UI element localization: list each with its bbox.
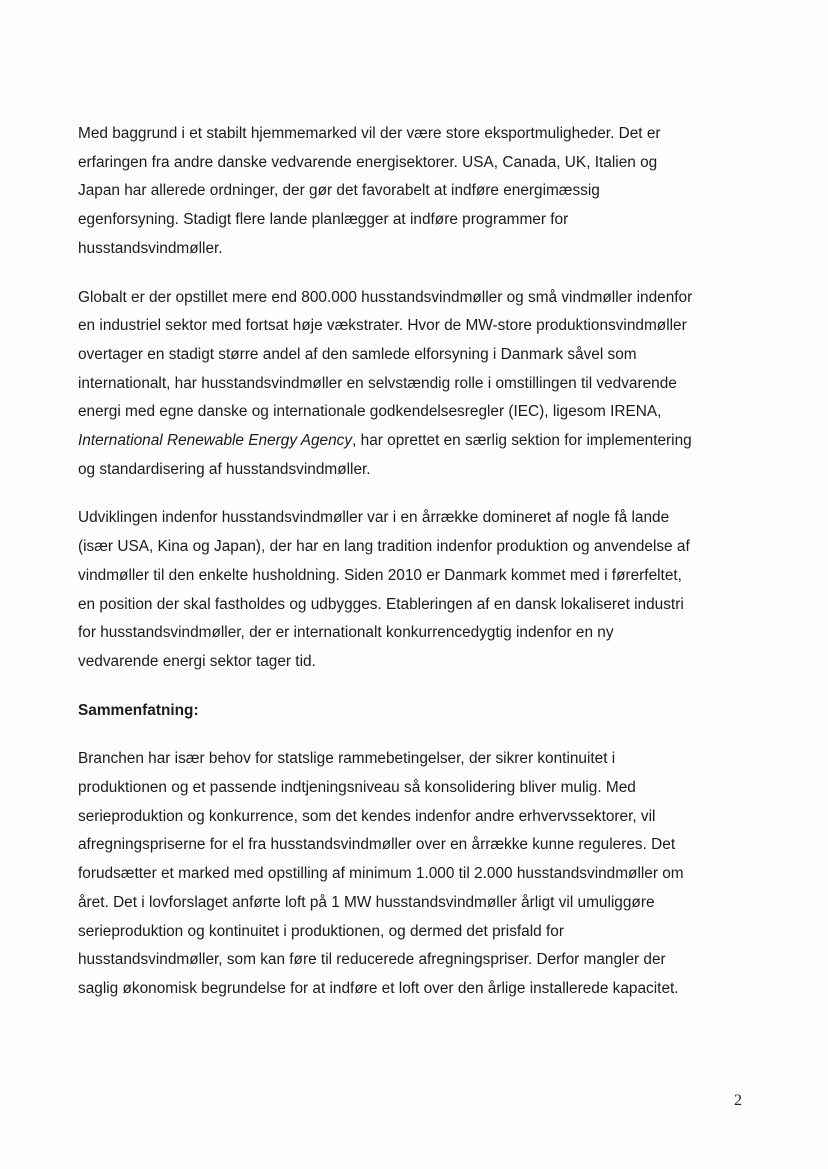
text-line: overtager en stadigt større andel af den samlede elforsyning i Danmark såvel som bbox=[78, 345, 637, 363]
text-line: en industriel sektor med fortsat høje vækstrater. Hvor de MW-store produktionsvindmøller bbox=[78, 317, 687, 335]
text-line: produktionen og et passende indtjeningsniveau så konsolidering bliver mulig. Med bbox=[78, 779, 636, 797]
text-line: vedvarende energi sektor tager tid. bbox=[78, 652, 316, 670]
paragraph-development bbox=[78, 504, 758, 676]
paragraph-global bbox=[78, 284, 758, 485]
paragraph-export bbox=[78, 120, 758, 264]
text-line: serieproduktion og konkurrence, som det kendes indenfor andre erhvervssektorer, vil bbox=[78, 807, 656, 825]
document-body bbox=[78, 120, 758, 1024]
text-line: erfaringen fra andre danske vedvarende energisektorer. USA, Canada, UK, Italien og bbox=[78, 153, 658, 171]
text-line: Med baggrund i et stabilt hjemmemarked vil der være store eksportmuligheder. Det er bbox=[78, 125, 661, 142]
text-line: energi med egne danske og internationale godkendelsesregler (IEC), ligesom IRENA, bbox=[78, 403, 662, 421]
page-number: 2 bbox=[734, 1092, 742, 1109]
text-line: Japan har allerede ordninger, der gør det favorabelt at indføre energimæssig bbox=[78, 182, 600, 200]
text-line: saglig økonomisk begrundelse for at indføre et loft over den årlige installerede kapacitet. bbox=[78, 979, 679, 997]
text-line: en position der skal fastholdes og udbygges. Etableringen af en dansk lokaliseret industri bbox=[78, 595, 684, 613]
text-line: serieproduktion og kontinuitet i produktionen, og dermed det prisfald for bbox=[78, 922, 564, 940]
text-line: forudsætter et marked med opstilling af minimum 1.000 til 2.000 husstandsvindmøller om bbox=[78, 865, 684, 883]
text-line: Branchen har især behov for statslige rammebetingelser, der sikrer kontinuitet i bbox=[78, 750, 616, 768]
section-heading: Sammenfatning: bbox=[78, 701, 199, 719]
text-line: afregningspriserne for el fra husstandsvindmøller over en årrække kunne reguleres. Det bbox=[78, 836, 676, 854]
text-line bbox=[78, 427, 758, 456]
text-line: husstandsvindmøller, som kan føre til reducerede afregningspriser. Derfor mangler der bbox=[78, 951, 666, 969]
text-line: året. Det i lovforslaget anførte loft på 1 MW husstandsvindmøller årligt vil umuliggøre bbox=[78, 893, 655, 911]
text-line: (især USA, Kina og Japan), der har en lang tradition indenfor produktion og anvendelse af bbox=[78, 538, 690, 556]
text-line: husstandsvindmøller. bbox=[78, 239, 223, 257]
text-line: internationalt, har husstandsvindmøller en selvstændig rolle i omstillingen til vedvarende bbox=[78, 374, 677, 392]
paragraph-summary bbox=[78, 745, 758, 1003]
text-line: egenforsyning. Stadigt flere lande planlægger at indføre programmer for bbox=[78, 211, 569, 229]
text-line: Globalt er der opstillet mere end 800.000 husstandsvindmøller og små vindmøller indenfor bbox=[78, 288, 693, 306]
text-line: og standardisering af husstandsvindmøller. bbox=[78, 460, 371, 478]
text-line: Udviklingen indenfor husstandsvindmøller var i en årrække domineret af nogle få lande bbox=[78, 509, 670, 527]
text-line: for husstandsvindmøller, der er internationalt konkurrencedygtig indenfor en ny bbox=[78, 624, 614, 642]
text-fragment: , har oprettet en særlig sektion for implementering bbox=[352, 432, 692, 450]
text-line: vindmøller til den enkelte husholdning. Siden 2010 er Danmark kommet med i førerfeltet, bbox=[78, 566, 682, 584]
irena-name: International Renewable Energy Agency bbox=[78, 432, 353, 450]
